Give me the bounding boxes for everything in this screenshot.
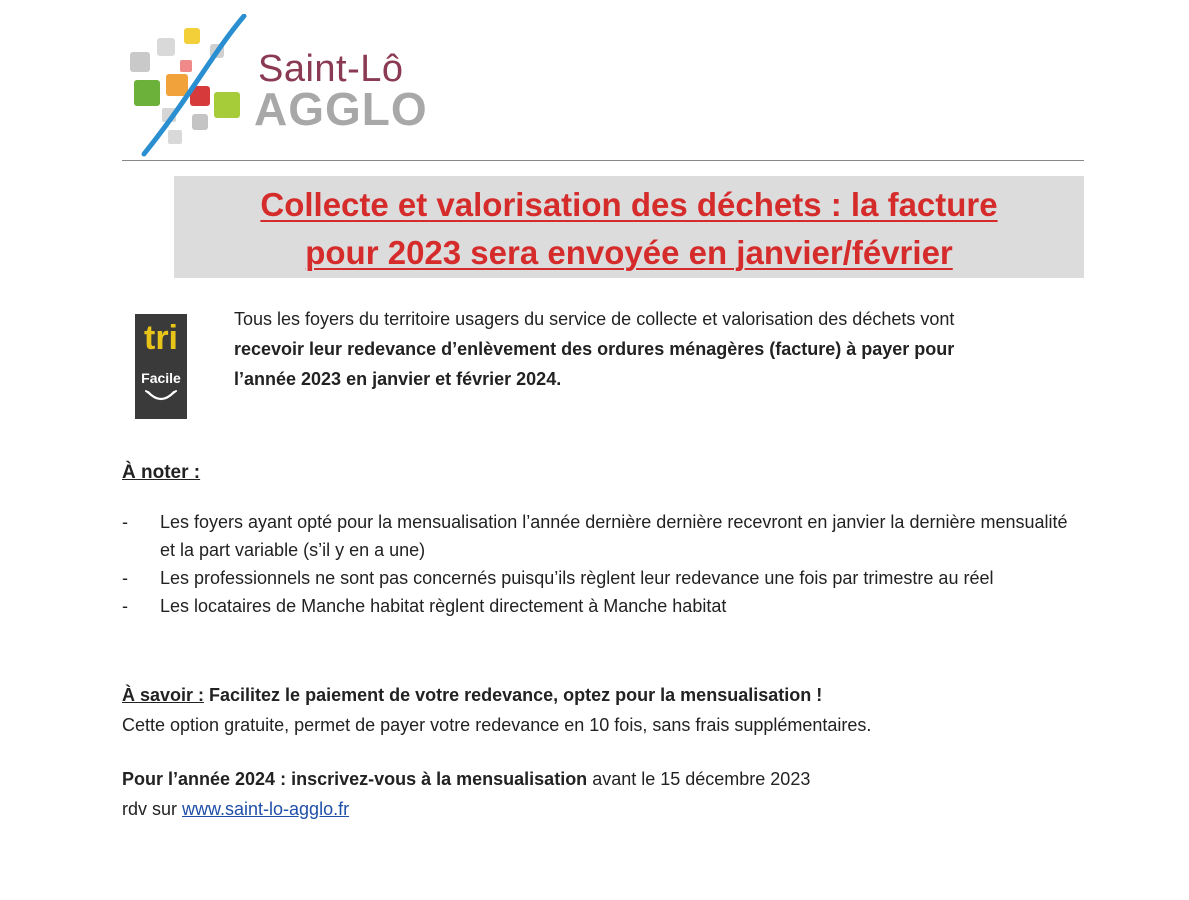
tri-facile-badge	[135, 314, 187, 419]
list-item	[122, 564, 1084, 592]
logo-text-agglo: AGGLO	[254, 83, 428, 135]
list-item-text: Les professionnels ne sont pas concernés puisqu’ils règlent leur redevance une fois par trimestre au réel	[160, 568, 994, 588]
intro-paragraph	[234, 304, 1084, 394]
intro-line-1: Tous les foyers du territoire usagers du service de collecte et valorisation des déchets vont	[234, 309, 955, 329]
savoir-headline	[122, 680, 1084, 710]
intro-line-3: l’année 2023 en janvier et février 2024.	[234, 369, 562, 389]
title-line-1: Collecte et valorisation des déchets : la facture	[260, 186, 998, 223]
pour-section	[122, 764, 1084, 824]
pour-line	[122, 764, 1084, 794]
intro-line-2: recevoir leur redevance d’enlèvement des ordures ménagères (facture) à payer pour	[234, 339, 955, 359]
rdv-line	[122, 794, 1084, 824]
rdv-label: rdv sur	[122, 799, 183, 819]
bullet-dash: -	[122, 512, 128, 532]
savoir-label: À savoir :	[122, 685, 205, 705]
pour-rest: avant le 15 décembre 2023	[587, 769, 811, 789]
pour-bold: Pour l’année 2024 : inscrivez-vous à la mensualisation	[122, 769, 588, 789]
note-list	[122, 508, 1084, 620]
note-heading: À noter :	[122, 462, 201, 483]
list-item-text: Les foyers ayant opté pour la mensualisation l’année dernière dernière recevront en janvier la dernière mensualité et la part variable (s’il y en a une)	[160, 512, 1068, 560]
logo-text-saint-lo: Saint-Lô	[258, 48, 404, 90]
list-item	[122, 508, 1084, 564]
website-link[interactable]: www.saint-lo-agglo.fr	[182, 799, 350, 819]
badge-sub: Facile	[141, 370, 181, 386]
savoir-section	[122, 680, 1084, 740]
badge-word: tri	[144, 319, 178, 357]
savoir-body: Cette option gratuite, permet de payer votre redevance en 10 fois, sans frais supplémentaires.	[122, 715, 872, 735]
title-banner	[174, 176, 1084, 278]
list-item	[122, 592, 1084, 620]
bullet-dash: -	[122, 596, 128, 616]
list-item-text: Les locataires de Manche habitat règlent directement à Manche habitat	[160, 596, 727, 616]
header-divider	[122, 160, 1084, 161]
smile-icon	[145, 388, 177, 408]
savoir-headline-text: Facilitez le paiement de votre redevance, optez pour la mensualisation !	[204, 685, 823, 705]
title-line-2: pour 2023 sera envoyée en janvier/février	[305, 234, 953, 271]
bullet-dash: -	[122, 568, 128, 588]
